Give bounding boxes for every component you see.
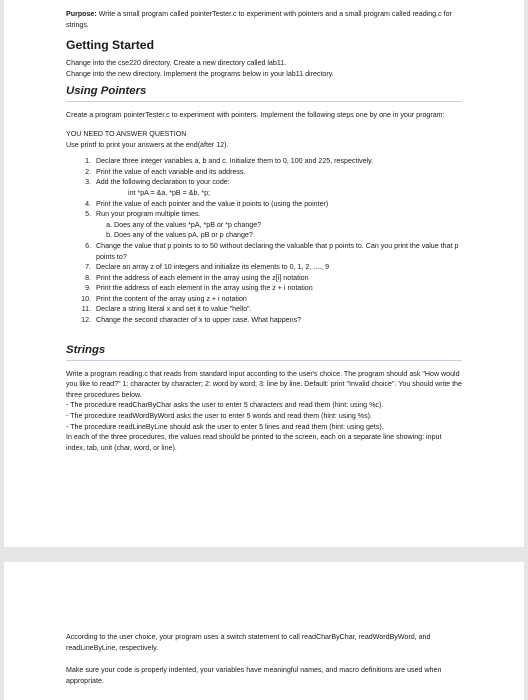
purpose-label: Purpose: <box>66 10 97 18</box>
indentation-paragraph: Make sure your code is properly indented, your variables have meaningful names, and macro definitions are used when appropriate. <box>66 666 442 685</box>
step-3-text: Add the following declaration to your code: <box>96 178 230 187</box>
step-5 <box>93 209 462 241</box>
step-6: 6. Change the value that p points to to 50 without declaring the valuable that p points to. Can you print the value that p points to? <box>93 241 462 262</box>
step-5-sublist <box>96 220 462 241</box>
step-5b: b. Does any of the values pA, pB or p change? <box>114 230 462 241</box>
pointer-declaration-code: int *pA = &a, *pB = &b, *p; <box>128 188 211 197</box>
purpose-paragraph <box>66 9 462 30</box>
document-page-2 <box>4 562 524 700</box>
document-page-1 <box>4 0 524 547</box>
procedure-readlinebyline: - The procedure readLineByLine should ask the user to enter 5 lines and read them (hint: using gets). <box>66 422 384 431</box>
strings-paragraph: Write a program reading.c that reads from standard input according to the user's choice. The program should ask "How would you like to read?" 1: character by character; 2: word by word; 3: line by line. Default: print "Invalid choice". You should write the three procedures below. <box>66 369 462 399</box>
using-pointers-intro: Create a program pointerTester.c to experiment with pointers. Implement the following steps one by one in your program: <box>66 111 445 120</box>
step-2: 2. Print the value of each variable and its address. <box>93 167 462 178</box>
use-printf-note: Use printf to print your answers at the end(after 12). <box>66 140 229 149</box>
strings-closing: In each of the three procedures, the values read should be printed to the screen, each on a separate line showing: input index, tab, unit (char, word, or line). <box>66 433 442 452</box>
step-10: 10. Print the content of the array using z + i notation <box>93 294 462 305</box>
procedure-readwordbyword: - The procedure readWordByWord asks the user to enter 5 words and read them (hint: using %s). <box>66 412 372 421</box>
switch-paragraph: According to the user choice, your program uses a switch statement to call readCharByChar, readWordByWord, and readLineByLine, respectively. <box>66 633 431 652</box>
step-9: 9. Print the address of each element in the array using the z + i notation <box>93 283 462 294</box>
step-5a: a. Does any of the values *pA, *pB or *p change? <box>114 220 462 231</box>
using-pointers-heading: Using Pointers <box>66 85 462 102</box>
getting-started-line-2: Change into the new directory. Implement the programs below in your lab11 directory. <box>66 69 334 78</box>
step-8: 8. Print the address of each element in the array using the z[i] notation <box>93 273 462 284</box>
step-7: 7. Declare an array z of 10 integers and initialize its elements to 0, 1, 2, ...., 9 <box>93 262 462 273</box>
procedure-list <box>66 400 462 432</box>
strings-heading: Strings <box>66 344 462 361</box>
getting-started-line-1: Change into the cse220 directory. Create a new directory called lab11. <box>66 59 287 68</box>
purpose-text: Write a small program called pointerTester.c to experiment with pointers and a small program called reading.c for strings. <box>66 10 452 29</box>
procedure-readcharbychar: - The procedure readCharByChar asks the user to enter 5 characters and read them (hint: using %c). <box>66 401 384 410</box>
step-4: 4. Print the value of each pointer and the value it points to (using the pointer) <box>93 199 462 210</box>
step-1: 1. Declare three integer variables a, b and c. Initialize them to 0, 100 and 225, respectively. <box>93 156 462 167</box>
getting-started-heading: Getting Started <box>66 38 155 53</box>
need-answer-note: YOU NEED TO ANSWER QUESTION <box>66 129 187 138</box>
step-12: 12. Change the second character of x to upper case. What happens? <box>93 315 462 326</box>
step-3 <box>93 177 462 198</box>
step-5-text: Run your program multiple times. <box>96 210 201 219</box>
pointer-steps-list <box>66 156 462 326</box>
step-11: 11. Declare a string literal x and set it to value "hello". <box>93 304 462 315</box>
